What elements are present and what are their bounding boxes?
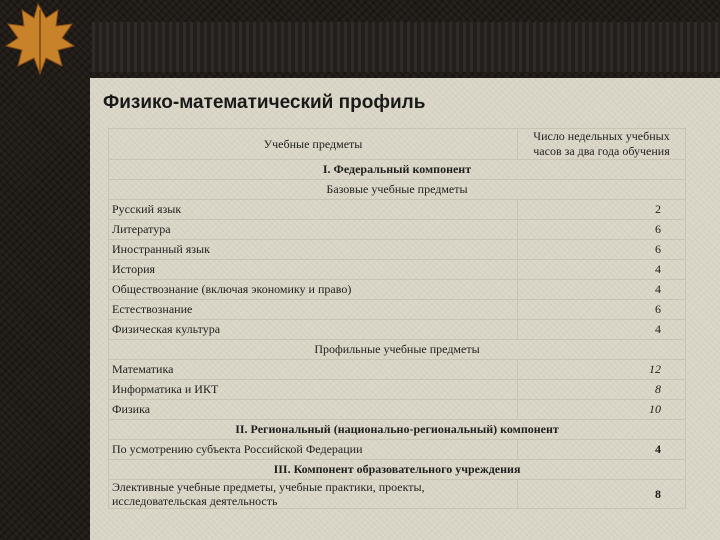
table-row (109, 380, 686, 400)
title-bar-texture (92, 22, 720, 72)
hours-cell: 6 (518, 300, 686, 320)
table-header-row (109, 129, 686, 160)
subject-cell: Физическая культура (109, 320, 518, 340)
hours-cell: 8 (518, 480, 686, 509)
table-row (109, 220, 686, 240)
group-title: Базовые учебные предметы (109, 180, 686, 200)
table-row (109, 440, 686, 460)
table-row (109, 360, 686, 380)
table-row (109, 240, 686, 260)
curriculum-table (108, 128, 686, 509)
table-row (109, 300, 686, 320)
subject-cell: Математика (109, 360, 518, 380)
section-row (109, 420, 686, 440)
hours-cell: 4 (518, 440, 686, 460)
table-row (109, 480, 686, 509)
header-subjects: Учебные предметы (109, 129, 518, 160)
subject-cell: Обществознание (включая экономику и право) (109, 280, 518, 300)
table-row (109, 280, 686, 300)
table-row (109, 320, 686, 340)
autumn-leaf-icon (0, 0, 80, 80)
group-row (109, 340, 686, 360)
hours-cell: 4 (518, 260, 686, 280)
hours-cell: 2 (518, 200, 686, 220)
subject-cell: Иностранный язык (109, 240, 518, 260)
section-title: I. Федеральный компонент (109, 160, 686, 180)
section-title: III. Компонент образовательного учреждения (109, 460, 686, 480)
group-title: Профильные учебные предметы (109, 340, 686, 360)
subject-cell: Информатика и ИКТ (109, 380, 518, 400)
hours-cell: 12 (518, 360, 686, 380)
section-row (109, 160, 686, 180)
hours-cell: 10 (518, 400, 686, 420)
hours-cell: 6 (518, 220, 686, 240)
slide-title: Физико-математический профиль (103, 92, 426, 113)
hours-cell: 8 (518, 380, 686, 400)
table-row (109, 260, 686, 280)
table-row (109, 400, 686, 420)
hours-cell: 4 (518, 280, 686, 300)
subject-cell: Литература (109, 220, 518, 240)
slide-content (90, 78, 720, 540)
hours-cell: 6 (518, 240, 686, 260)
hours-cell: 4 (518, 320, 686, 340)
subject-cell: История (109, 260, 518, 280)
subject-cell: Естествознание (109, 300, 518, 320)
subject-cell: Русский язык (109, 200, 518, 220)
group-row (109, 180, 686, 200)
subject-cell: Физика (109, 400, 518, 420)
subject-cell: По усмотрению субъекта Российской Федерации (109, 440, 518, 460)
section-row (109, 460, 686, 480)
table-row (109, 200, 686, 220)
section-title: II. Региональный (национально-региональный) компонент (109, 420, 686, 440)
header-hours: Число недельных учебных часов за два года обучения (518, 129, 686, 160)
subject-cell: Элективные учебные предметы, учебные практики, проекты, исследовательская деятельность (109, 480, 518, 509)
